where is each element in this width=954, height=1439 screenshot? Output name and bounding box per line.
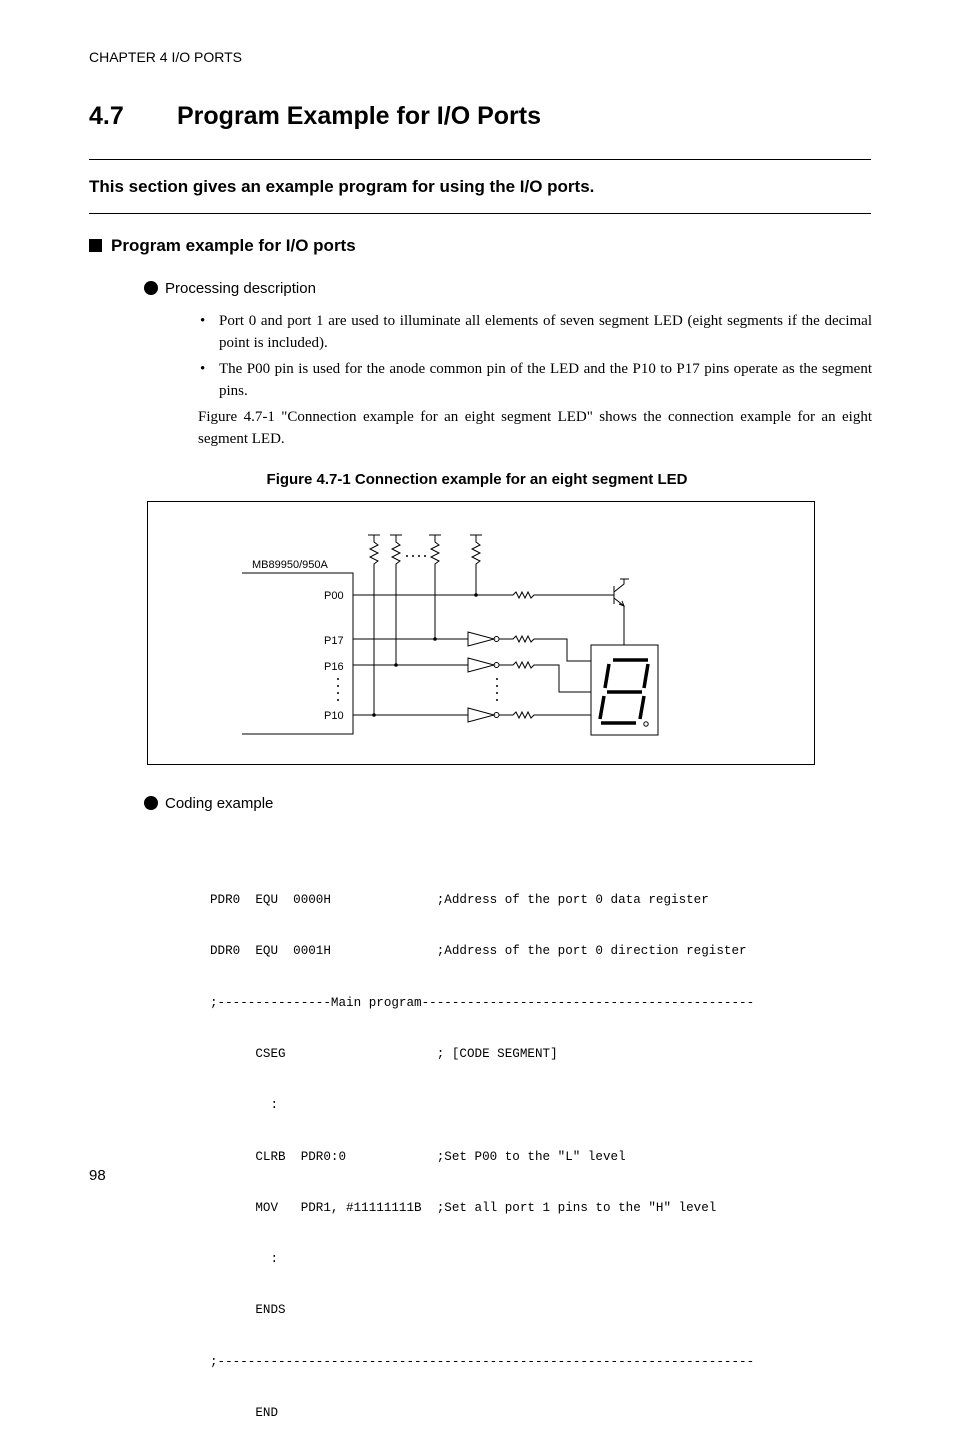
pin-label-p16: P16 <box>324 661 344 673</box>
pin-ellipsis-dots <box>337 678 339 701</box>
chip-label: MB89950/950A <box>252 559 328 571</box>
coding-heading-text: Coding example <box>165 795 274 812</box>
subsection-title: Program example for I/O ports <box>111 236 356 255</box>
pin-label-p00: P00 <box>324 590 344 602</box>
seven-segment-display <box>591 645 658 735</box>
section-title-text: Program Example for I/O Ports <box>177 102 541 130</box>
pin-label-p10: P10 <box>324 710 344 722</box>
rule-bottom <box>89 213 871 214</box>
list-item: • The P00 pin is used for the anode common pin of the LED and the P10 to P17 pins operate as the segment pins. <box>198 359 872 402</box>
code-line: END <box>210 1406 279 1420</box>
circle-bullet-icon <box>144 281 158 295</box>
led-connection-diagram <box>148 502 814 764</box>
transistor-icon <box>614 579 629 645</box>
running-header: CHAPTER 4 I/O PORTS <box>89 49 242 65</box>
inverter-ellipsis-dots <box>496 678 498 701</box>
section-number: 4.7 <box>89 102 124 130</box>
processing-heading-text: Processing description <box>165 280 316 297</box>
figure-frame <box>147 501 815 765</box>
section-title <box>89 102 541 131</box>
coding-heading <box>144 795 273 812</box>
circle-bullet-icon <box>144 796 158 810</box>
figure-reference-paragraph: Figure 4.7-1 "Connection example for an eight segment LED" shows the connection example for an eight segment LED. <box>198 409 872 447</box>
code-line: CSEG ; [CODE SEGMENT] <box>210 1047 558 1062</box>
p17-signal-line <box>353 632 591 661</box>
code-line: CLRB PDR0:0 ;Set P00 to the "L" level <box>210 1149 626 1164</box>
list-item: • Port 0 and port 1 are used to illuminate all elements of seven segment LED (eight segments if the decimal point is included). <box>198 311 872 354</box>
square-bullet-icon <box>89 239 102 252</box>
code-listing <box>210 858 754 1439</box>
code-line: DDR0 EQU 0001H ;Address of the port 0 direction register <box>210 944 747 959</box>
pullup-resistors <box>368 535 482 715</box>
p10-signal-line <box>353 708 591 722</box>
processing-heading <box>144 280 316 297</box>
section-intro: This section gives an example program for using the I/O ports. <box>89 177 595 196</box>
rule-top <box>89 159 871 160</box>
code-line: : <box>210 1098 279 1113</box>
code-line: ENDS <box>210 1303 286 1318</box>
code-line: MOV PDR1, #11111111B ;Set all port 1 pins to the "H" level <box>210 1200 717 1215</box>
resistor-ellipsis-dots <box>406 555 426 557</box>
code-line: ;---------------Main program-------------------------------------------- <box>210 995 755 1010</box>
p00-signal-line <box>353 592 614 598</box>
junction-dots <box>372 593 478 717</box>
processing-bullet-list <box>198 311 872 407</box>
code-line: : <box>210 1252 279 1267</box>
page-number: 98 <box>89 1167 106 1184</box>
figure-caption: Figure 4.7-1 Connection example for an eight segment LED <box>266 471 688 488</box>
p16-signal-line <box>353 658 591 692</box>
subsection-heading <box>89 236 356 256</box>
code-line: PDR0 EQU 0000H ;Address of the port 0 data register <box>210 893 709 908</box>
pin-label-p17: P17 <box>324 635 344 647</box>
code-line: ;----------------------------------------------------------------------- <box>210 1354 755 1369</box>
